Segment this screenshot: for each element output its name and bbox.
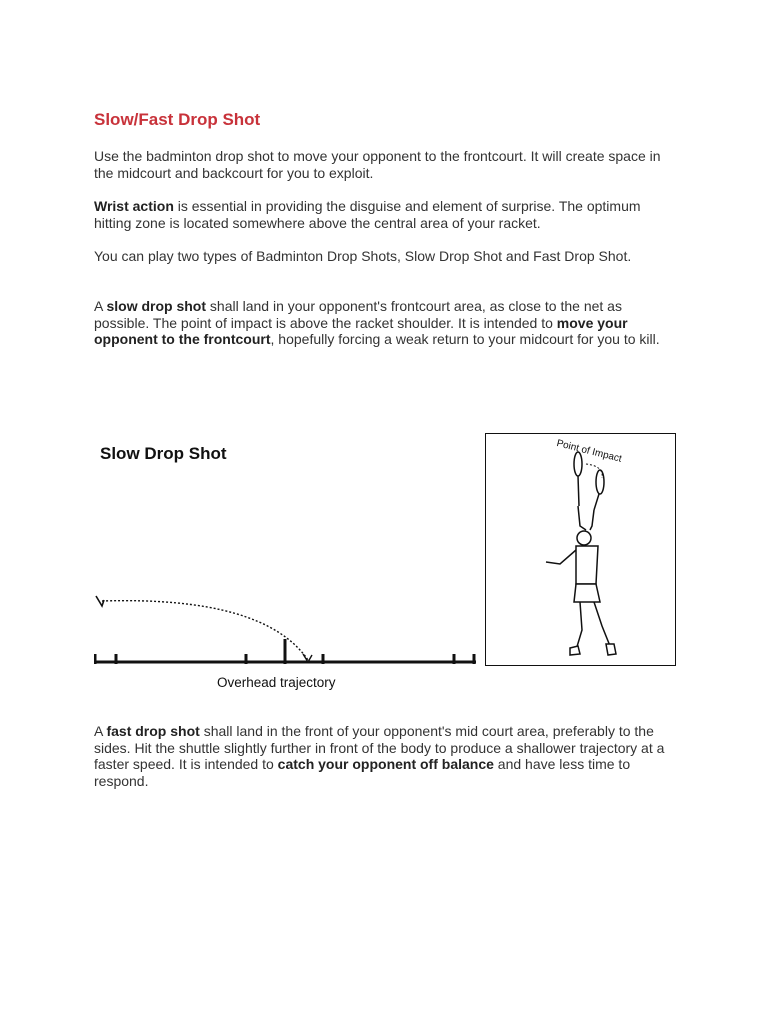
paragraph-text: A: [94, 298, 107, 314]
bold-phrase: catch your opponent off balance: [277, 756, 494, 772]
impact-label: Point of Impact: [555, 438, 623, 465]
swing-arrow: [586, 464, 602, 478]
shoe: [606, 644, 616, 655]
paragraph-text: A: [94, 723, 107, 739]
head: [577, 531, 591, 545]
paragraph-text: , hopefully forcing a weak return to your midcourt for you to kill.: [270, 331, 660, 347]
bold-phrase: move your opponent to the frontcourt: [94, 314, 628, 347]
slow-drop-paragraph: [94, 298, 674, 348]
diagram-title: Slow Drop Shot: [100, 444, 227, 463]
paragraph-text: shall land in your opponent's frontcourt area, as close to the net as possible. The point of impact is above the racket shoulder. It is intended to: [94, 298, 622, 331]
shorts: [574, 584, 600, 602]
page-title: Slow/Fast Drop Shot: [94, 110, 261, 129]
racket-icon: [574, 452, 582, 476]
racket-shaft: [578, 476, 579, 506]
diagram-caption: Overhead trajectory: [217, 675, 336, 690]
leg: [576, 602, 582, 650]
trajectory-diagram: [94, 430, 484, 700]
trajectory-drawing: [94, 430, 484, 700]
fast-drop-paragraph: [94, 723, 674, 789]
racket-shaft: [594, 494, 599, 510]
arm: [546, 550, 576, 564]
trajectory-line: [102, 601, 308, 660]
racket-icon: [596, 470, 604, 494]
torso: [576, 546, 598, 584]
intro-paragraph: Use the badminton drop shot to move your opponent to the frontcourt. It will create space in the midcourt and backcourt for you to exploit.: [94, 148, 661, 181]
shoe: [570, 646, 580, 655]
bold-phrase: slow drop shot: [106, 298, 207, 314]
player-illustration: [485, 433, 676, 666]
bold-phrase: Wrist action: [94, 198, 174, 214]
leg: [594, 602, 610, 646]
paragraph-text: shall land in the front of your opponent's mid court area, preferably to the sides. Hit the shuttle slightly further in front of the body to produce a shallower trajectory at a faster speed. It is intended to: [94, 723, 665, 772]
arm: [578, 506, 586, 530]
paragraph-text: and have less time to respond.: [94, 756, 631, 789]
types-paragraph: You can play two types of Badminton Drop Shots, Slow Drop Shot and Fast Drop Shot.: [94, 248, 632, 264]
bold-phrase: fast drop shot: [106, 723, 200, 739]
paragraph-text: is essential in providing the disguise and element of surprise. The optimum hitting zone is located somewhere above the central area of your racket.: [94, 198, 641, 231]
wrist-action-paragraph: [94, 198, 674, 231]
player-drawing: [486, 434, 675, 665]
arm: [590, 510, 594, 530]
